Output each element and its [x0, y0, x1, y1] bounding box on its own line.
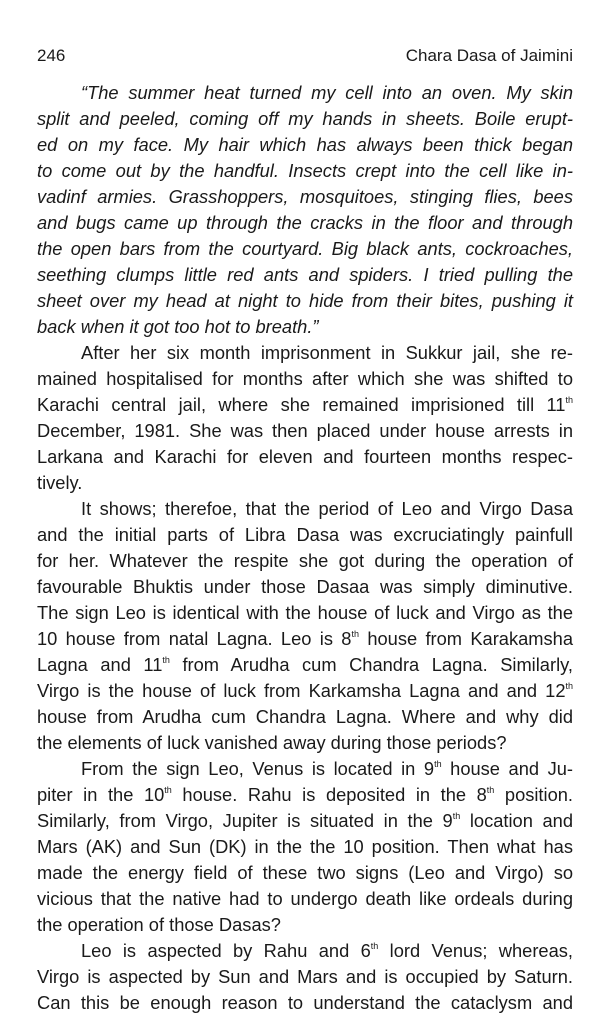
text-segment: made the energy field of these two signs (Leo and Virgo) so: [37, 862, 573, 883]
text-line: [37, 964, 573, 990]
text-segment: to come out by the handful. Insects crept into the cell like in-: [37, 160, 573, 181]
text-segment: Lagna and 11: [37, 654, 163, 675]
text-segment: Virgo is the house of luck from Karkamsha Lagna and and 12: [37, 680, 566, 701]
text-line: [37, 496, 573, 522]
text-segment: Can this be enough reason to understand the cataclysm and: [37, 992, 573, 1013]
text-line: [37, 704, 573, 730]
text-segment: 10 house from natal Lagna. Leo is 8: [37, 628, 352, 649]
text-line: [37, 80, 573, 106]
text-line: [37, 340, 573, 366]
text-line: [37, 678, 573, 704]
text-segment: Mars (AK) and Sun (DK) in the the 10 position. Then what has: [37, 836, 573, 857]
ordinal-superscript: th: [486, 785, 495, 795]
text-line: [37, 860, 573, 886]
text-segment: lord Venus; whereas,: [378, 940, 573, 961]
text-line: [37, 756, 573, 782]
text-line: [37, 366, 573, 392]
text-line: [37, 626, 573, 652]
ordinal-superscript: th: [351, 629, 359, 639]
text-segment: Similarly, from Virgo, Jupiter is situated in the 9: [37, 810, 453, 831]
text-segment: December, 1981. She was then placed under house arrests in: [37, 420, 573, 441]
text-segment: and bugs came up through the cracks in the floor and through: [37, 212, 573, 233]
text-line: [37, 574, 573, 600]
text-segment: for her. Whatever the respite she got during the operation of: [37, 550, 573, 571]
quotation-paragraph: [37, 80, 573, 340]
text-segment: house from Arudha cum Chandra Lagna. Where and why did: [37, 706, 573, 727]
text-line: [37, 990, 573, 1016]
text-segment: and the initial parts of Libra Dasa was excruciatingly painfull: [37, 524, 573, 545]
text-line: [37, 262, 573, 288]
text-segment: from Arudha cum Chandra Lagna. Similarly,: [169, 654, 573, 675]
text-segment: favourable Bhuktis under those Dasaa was simply diminutive.: [37, 576, 573, 597]
running-title: Chara Dasa of Jaimini: [405, 46, 573, 65]
text-line: [37, 600, 573, 626]
text-segment: After her six month imprisonment in Sukkur jail, she re-: [81, 342, 573, 363]
text-segment: vadinf armies. Grasshoppers, mosquitoes, stinging flies, bees: [37, 186, 573, 207]
text-line: [37, 834, 573, 860]
text-segment: mained hospitalised for months after which she was shifted to: [37, 368, 573, 389]
text-line: [37, 938, 573, 964]
text-line: [37, 652, 573, 678]
text-segment: sheet over my head at night to hide from their bites, pushing it: [37, 290, 573, 311]
text-line: [37, 106, 573, 132]
ordinal-superscript: th: [164, 785, 172, 795]
text-line: [37, 392, 573, 418]
text-segment: back when it got too hot to breath.”: [37, 316, 319, 337]
text-line: [37, 886, 573, 912]
text-line: [37, 184, 573, 210]
text-segment: the elements of luck vanished away during those periods?: [37, 732, 507, 753]
text-line: [37, 314, 573, 340]
text-line: [37, 548, 573, 574]
text-line: [37, 236, 573, 262]
text-line: [37, 132, 573, 158]
text-segment: house and Ju-: [441, 758, 573, 779]
page-number: 246: [37, 46, 66, 65]
page-body: [37, 80, 573, 1016]
text-line: [37, 808, 573, 834]
text-line: [37, 522, 573, 548]
paragraph: [37, 340, 573, 496]
text-segment: piter in the 10: [37, 784, 165, 805]
text-line: [37, 730, 573, 756]
text-segment: the open bars from the courtyard. Big black ants, cockroaches,: [37, 238, 573, 259]
text-segment: Larkana and Karachi for eleven and fourteen months respec-: [37, 446, 573, 467]
page-header: [37, 46, 573, 70]
paragraph: [37, 756, 573, 938]
paragraph: [37, 496, 573, 756]
ordinal-superscript: th: [162, 655, 170, 665]
text-segment: the operation of those Dasas?: [37, 914, 281, 935]
text-line: [37, 782, 573, 808]
text-segment: ed on my face. My hair which has always been thick began: [37, 134, 573, 155]
text-line: [37, 444, 573, 470]
text-segment: house from Karakamsha: [358, 628, 573, 649]
text-segment: seething clumps little red ants and spiders. I tried pulling the: [37, 264, 573, 285]
text-segment: Leo is aspected by Rahu and 6: [81, 940, 371, 961]
text-line: [37, 912, 573, 938]
text-line: [37, 210, 573, 236]
text-segment: Karachi central jail, where she remained imprisioned till 11: [37, 394, 566, 415]
text-segment: Virgo is aspected by Sun and Mars and is occupied by Saturn.: [37, 966, 573, 987]
ordinal-superscript: th: [434, 759, 442, 769]
text-line: [37, 288, 573, 314]
text-segment: house. Rahu is deposited in the 8: [171, 784, 487, 805]
text-segment: “The summer heat turned my cell into an oven. My skin: [81, 82, 573, 103]
text-line: [37, 418, 573, 444]
text-segment: position.: [494, 784, 573, 805]
text-segment: split and peeled, coming off my hands in sheets. Boile erupt-: [37, 108, 573, 129]
ordinal-superscript: th: [565, 681, 573, 691]
ordinal-superscript: th: [452, 811, 461, 821]
text-segment: From the sign Leo, Venus is located in 9: [81, 758, 435, 779]
text-segment: vicious that the native had to undergo death like ordeals during: [37, 888, 573, 909]
text-segment: It shows; therefoe, that the period of Leo and Virgo Dasa: [81, 498, 573, 519]
text-segment: tively.: [37, 472, 83, 493]
text-segment: location and: [460, 810, 574, 831]
ordinal-superscript: th: [370, 941, 379, 951]
ordinal-superscript: th: [565, 395, 573, 405]
text-segment: The sign Leo is identical with the house of luck and Virgo as the: [37, 602, 573, 623]
text-line: [37, 158, 573, 184]
paragraph: [37, 938, 573, 1016]
text-line: [37, 470, 573, 496]
